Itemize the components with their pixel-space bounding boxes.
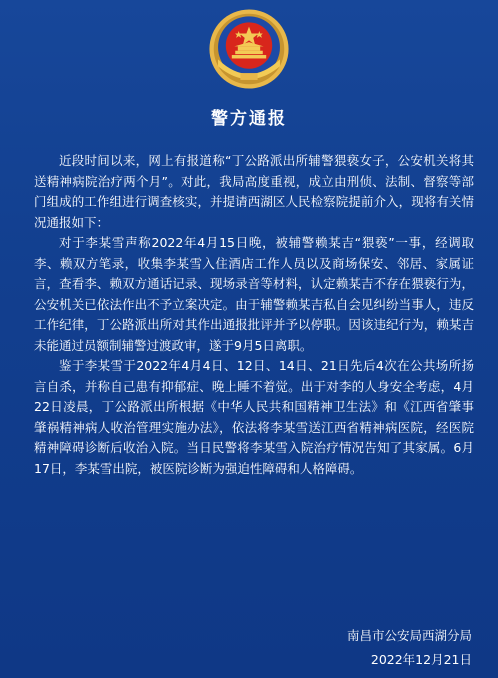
document-body: [34, 151, 474, 479]
signature-block: [347, 624, 472, 672]
paragraph-hospitalization: 鉴于李某雪于2022年4月4日、12日、14日、21日先后4次在公共场所扬言自杀，并称自己患有抑郁症、晚上睡不着觉。出于对李的人身安全考虑，4月22日凌晨，丁公路派出所根据《中华人民共和国精神卫生法》和《江西省肇事肇祸精神病人收治管理实施办法》，依法将李某雪送江西省精神病医院，经医院精神障碍诊断后收治入院。当日民警将李某雪入院治疗情况告知了其家属。6月17日，李某雪出院，被医院诊断为强迫性障碍和人格障碍。: [34, 358, 474, 476]
header: [0, 6, 498, 92]
issue-date: 2022年12月21日: [370, 652, 472, 667]
paragraph-findings: 对于李某雪声称2022年4月15日晚，被辅警赖某吉“猥亵”一事，经调取李、赖双方笔录，收集李某雪入住酒店工作人员以及商场保安、邻居、家属证言，查看李、赖双方通话记录、现场录音等材料，认定赖某吉不存在猥亵行为，公安机关已依法作出不予立案决定。由于辅警赖某吉私自会见纠纷当事人，违反工作纪律，丁公路派出所对其作出通报批评并予以停职。因该违纪行为，赖某吉未能通过员额制辅警过渡政审，遂于9月5日离职。: [34, 235, 474, 353]
issuer: 南昌市公安局西湖分局: [346, 628, 472, 643]
paragraph-intro: 近段时间以来，网上有报道称“丁公路派出所辅警猥亵女子，公安机关将其送精神病院治疗两个月”。对此，我局高度重视，成立由刑侦、法制、督察等部门组成的工作组进行调查核实，并提请西湖区人民检察院提前介入，现将有关情况通报如下：: [34, 153, 474, 230]
police-emblem-icon: [206, 6, 292, 92]
document-title: 警方通报: [211, 109, 287, 129]
